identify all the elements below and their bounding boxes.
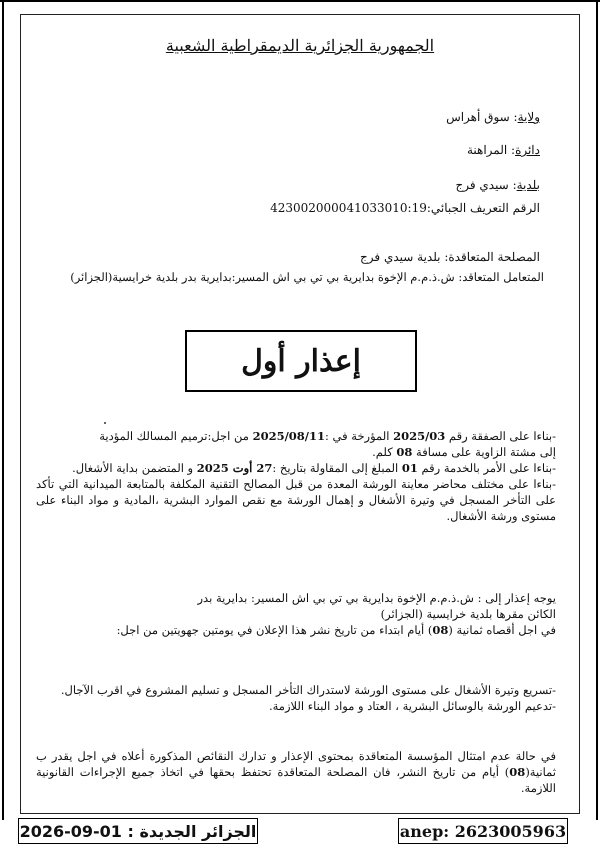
notice-to — [36, 590, 556, 638]
baladia-label: بلدية — [516, 178, 540, 192]
page-edge-left — [2, 0, 4, 820]
page-edge-right — [596, 0, 598, 820]
page-edge-top — [0, 0, 600, 2]
tax-id-label: الرقم التعريف الجبائي: — [426, 201, 540, 215]
speck — [104, 422, 106, 424]
wilaya-value: سوق أهراس — [446, 110, 510, 124]
requirement-1: -تسريع وتيرة الأشغال على مستوى الورشة لاستدراك التأخر المسجل و تسليم المشروع في اقرب الآجال. — [60, 683, 556, 697]
daira-label: دائرة — [515, 143, 540, 157]
tax-id-value: 423002000041033010:19 — [270, 201, 427, 215]
anep-reference: anep: 2623005963 — [398, 818, 568, 844]
recital-1: -بناءا على الصفقة رقم 2025/03 المؤرخة في :2025/08/11 من اجل:ترميم المسالك المؤدية — [99, 429, 556, 443]
recital-3: -بناءا على مختلف محاضر معاينة الورشة المعدة من قبل المصالح التقنية المكلفة بالمتابعة الميدانية التي تأكد على التأخر المسجل في وتيرة الأشغال و إهمال الورشة مع نقص الموارد البشرية ،المادية و مواد البناء على مستوى ورشة الأشغال. — [36, 477, 556, 523]
notice-title-box — [185, 330, 417, 392]
newspaper-date: الجزائر الجديدة : 01-09-2026 — [18, 818, 258, 844]
recital-1-cont: إلى مشتة الزاوية على مسافة 08 كلم. — [372, 445, 556, 459]
closing-paragraph — [36, 748, 556, 796]
notice-to-line1: يوجه إعذار إلى : ش.ذ.م.م الإخوة بدايرية بي تي بي اش المسير: بدايرية بدر — [197, 591, 556, 605]
republic-title: الجمهورية الجزائرية الديمقراطية الشعبية — [165, 36, 435, 55]
baladia-value: سيدي فرج — [455, 178, 509, 192]
recitals — [36, 428, 556, 524]
baladia-line: بلدية: سيدي فرج — [455, 178, 540, 192]
recital-2: -بناءا على الأمر بالخدمة رقم 01 المبلغ إلى المقاولة بتاريخ :27 أوت 2025 و المتضمن بداية الأشغال. — [72, 461, 556, 475]
requirements — [36, 682, 556, 714]
requirement-2: -تدعيم الورشة بالوسائل البشرية ، العتاد و مواد البناء اللازمة. — [268, 699, 556, 713]
notice-to-line3: في اجل أقصاه ثمانية (08) أيام ابتداء من تاريخ نشر هذا الإعلان في يومتين جهويتين من اجل: — [116, 623, 556, 637]
contractor: المتعامل المتعاقد: ش.ذ.م.م الإخوة بدايرية بي تي بي اش المسير:بدايرية بدر بلدية خرايسية(الجزائر) — [70, 270, 544, 284]
notice-title: إعذار أول — [241, 343, 361, 379]
daira-value: المراهنة — [466, 143, 508, 157]
daira-line: دائرة: المراهنة — [466, 143, 540, 157]
wilaya-line: ولاية: سوق أهراس — [446, 110, 540, 124]
notice-to-line2: الكائن مقرها بلدية خرايسية (الجزائر) — [380, 607, 556, 621]
contracting-service: المصلحة المتعاقدة: بلدية سيدي فرج — [360, 250, 540, 264]
wilaya-label: ولاية — [517, 110, 540, 124]
tax-id-line — [270, 201, 540, 215]
closing-text: في حالة عدم امتثال المؤسسة المتعاقدة بمحتوى الإعذار و تدارك النقائص المذكورة أعلاه في اجل يقدر ب ثمانية(08) أيام من تاريخ النشر، فان المصلحة المتعاقدة تحتفظ بحقها في اتخاذ جميع الإجراءات القانونية اللازمة. — [36, 749, 556, 795]
